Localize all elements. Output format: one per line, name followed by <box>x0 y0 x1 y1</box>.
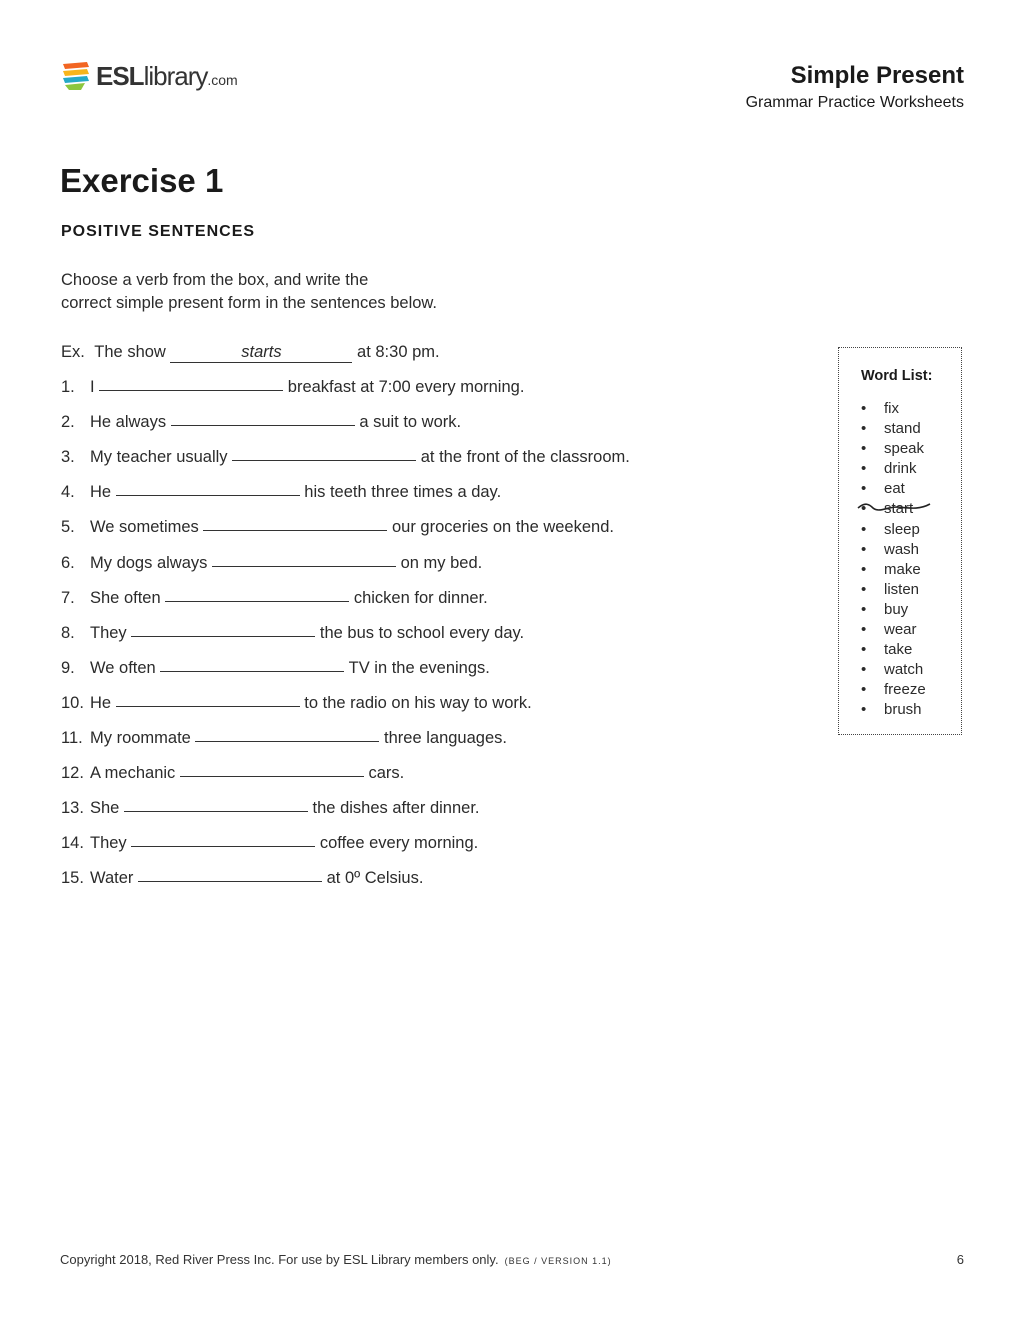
question-row <box>61 834 478 853</box>
question-row <box>61 869 423 888</box>
question-number: 13. <box>61 799 84 818</box>
answer-blank[interactable] <box>165 600 349 602</box>
question-row <box>61 624 524 643</box>
answer-blank[interactable] <box>171 424 355 426</box>
question-after: coffee every morning. <box>319 834 479 853</box>
question-number: 10. <box>61 693 84 712</box>
question-before: He <box>90 483 112 502</box>
instructions <box>61 269 501 315</box>
answer-blank[interactable] <box>131 845 315 847</box>
example-sentence <box>61 343 440 363</box>
worksheet-header <box>746 62 964 112</box>
question-row <box>61 589 488 608</box>
question-number: 2. <box>61 413 75 432</box>
answer-blank[interactable] <box>195 740 379 742</box>
question-before: I <box>90 378 95 396</box>
logo-com: .com <box>207 71 238 88</box>
question-before: He always <box>90 413 167 432</box>
word-list-item: • take <box>861 640 926 660</box>
question-before: They <box>90 623 127 642</box>
question-after: on my bed. <box>400 553 483 572</box>
question-number: 3. <box>61 448 75 467</box>
question-row <box>61 378 524 397</box>
question-after: at the front of the classroom. <box>420 448 630 467</box>
question-after: the bus to school every day. <box>319 623 525 642</box>
question-number: 12. <box>61 764 84 783</box>
question-before: My dogs always <box>90 553 208 572</box>
question-after: breakfast at 7:00 every morning. <box>287 378 525 396</box>
question-number: 7. <box>61 588 75 607</box>
logo-wordmark <box>96 61 238 92</box>
question-before: They <box>90 834 127 853</box>
word-list-title: Word List: <box>861 368 933 384</box>
word-list-item: • brush <box>861 700 926 720</box>
question-row <box>61 659 490 678</box>
question-number: 6. <box>61 553 75 572</box>
question-before: A mechanic <box>90 764 176 783</box>
question-after: the dishes after dinner. <box>312 799 480 818</box>
question-row <box>61 448 630 467</box>
logo-esl: ESL <box>96 60 144 91</box>
instructions-line-1: Choose a verb from the box, and write the <box>61 271 369 289</box>
crossed-out-scribble-icon <box>857 502 931 514</box>
word-list-item: • eat <box>861 479 926 499</box>
question-number: 11. <box>61 729 83 747</box>
question-number: 1. <box>61 378 75 396</box>
answer-blank[interactable] <box>131 635 315 637</box>
word-list-item: • start <box>861 499 926 519</box>
question-before: She often <box>90 588 161 607</box>
word-list-item: • stand <box>861 419 926 439</box>
word-list-item: • listen <box>861 580 926 600</box>
question-before: My roommate <box>90 729 191 747</box>
word-list-item: • watch <box>861 660 926 680</box>
question-after: TV in the evenings. <box>348 658 490 677</box>
example-number: Ex. <box>61 343 85 361</box>
question-before: He <box>90 693 112 712</box>
version-text: (BEG / VERSION 1.1) <box>504 1256 612 1266</box>
question-after: at 0º Celsius. <box>326 869 424 888</box>
example-answer: starts <box>170 343 352 363</box>
question-after: a suit to work. <box>359 413 462 432</box>
question-before: My teacher usually <box>90 448 228 467</box>
word-list-item: • wear <box>861 620 926 640</box>
answer-blank[interactable] <box>116 494 300 496</box>
answer-blank[interactable] <box>99 389 283 391</box>
word-list-item: • wash <box>861 540 926 560</box>
question-after: cars. <box>368 764 405 783</box>
question-row <box>61 413 461 432</box>
answer-blank[interactable] <box>212 565 396 567</box>
example-after: at 8:30 pm. <box>357 343 440 361</box>
answer-blank[interactable] <box>138 880 322 882</box>
footer-copyright <box>60 1252 612 1267</box>
question-row <box>61 483 501 502</box>
question-number: 15. <box>61 869 84 888</box>
esl-library-logo <box>61 59 238 93</box>
question-after: three languages. <box>384 729 507 747</box>
word-list-item: • drink <box>861 459 926 479</box>
word-list-item: • freeze <box>861 680 926 700</box>
question-before: We sometimes <box>90 518 199 537</box>
question-number: 14. <box>61 834 84 853</box>
page-number: 6 <box>956 1252 964 1267</box>
answer-blank[interactable] <box>160 670 344 672</box>
section-heading: POSITIVE SENTENCES <box>61 223 256 240</box>
book-stack-icon <box>61 60 91 92</box>
answer-blank[interactable] <box>124 810 308 812</box>
question-row <box>61 799 480 818</box>
question-number: 8. <box>61 623 75 642</box>
worksheet-title: Simple Present <box>790 62 964 89</box>
question-number: 5. <box>61 518 75 537</box>
logo-library: library <box>143 60 208 91</box>
question-number: 9. <box>61 658 75 677</box>
copyright-text: Copyright 2018, Red River Press Inc. For use by ESL Library members only. <box>60 1252 499 1267</box>
word-list-box <box>838 347 962 735</box>
answer-blank[interactable] <box>180 775 364 777</box>
instructions-line-2: correct simple present form in the sentences below. <box>61 294 438 312</box>
answer-blank[interactable] <box>203 529 387 531</box>
word-list-item: • buy <box>861 600 926 620</box>
question-row <box>61 729 507 748</box>
question-row <box>61 518 614 537</box>
worksheet-subtitle: Grammar Practice Worksheets <box>745 94 964 111</box>
example-before: The show <box>94 343 166 361</box>
question-after: to the radio on his way to work. <box>304 693 532 712</box>
question-row <box>61 694 532 713</box>
word-list <box>861 399 926 721</box>
word-list-item: • speak <box>861 439 926 459</box>
word-list-item: • make <box>861 560 926 580</box>
question-before: We often <box>90 658 156 677</box>
question-after: our groceries on the weekend. <box>392 518 614 537</box>
question-before: She <box>90 799 120 818</box>
answer-blank[interactable] <box>232 459 416 461</box>
question-number: 4. <box>61 483 75 502</box>
word-list-item: • fix <box>861 399 926 419</box>
exercise-title: Exercise 1 <box>60 162 224 199</box>
question-row <box>61 554 482 573</box>
word-list-item: • sleep <box>861 520 926 540</box>
answer-blank[interactable] <box>116 705 300 707</box>
question-after: chicken for dinner. <box>353 588 488 607</box>
question-after: his teeth three times a day. <box>304 483 502 502</box>
question-before: Water <box>90 869 134 888</box>
question-row <box>61 764 404 783</box>
